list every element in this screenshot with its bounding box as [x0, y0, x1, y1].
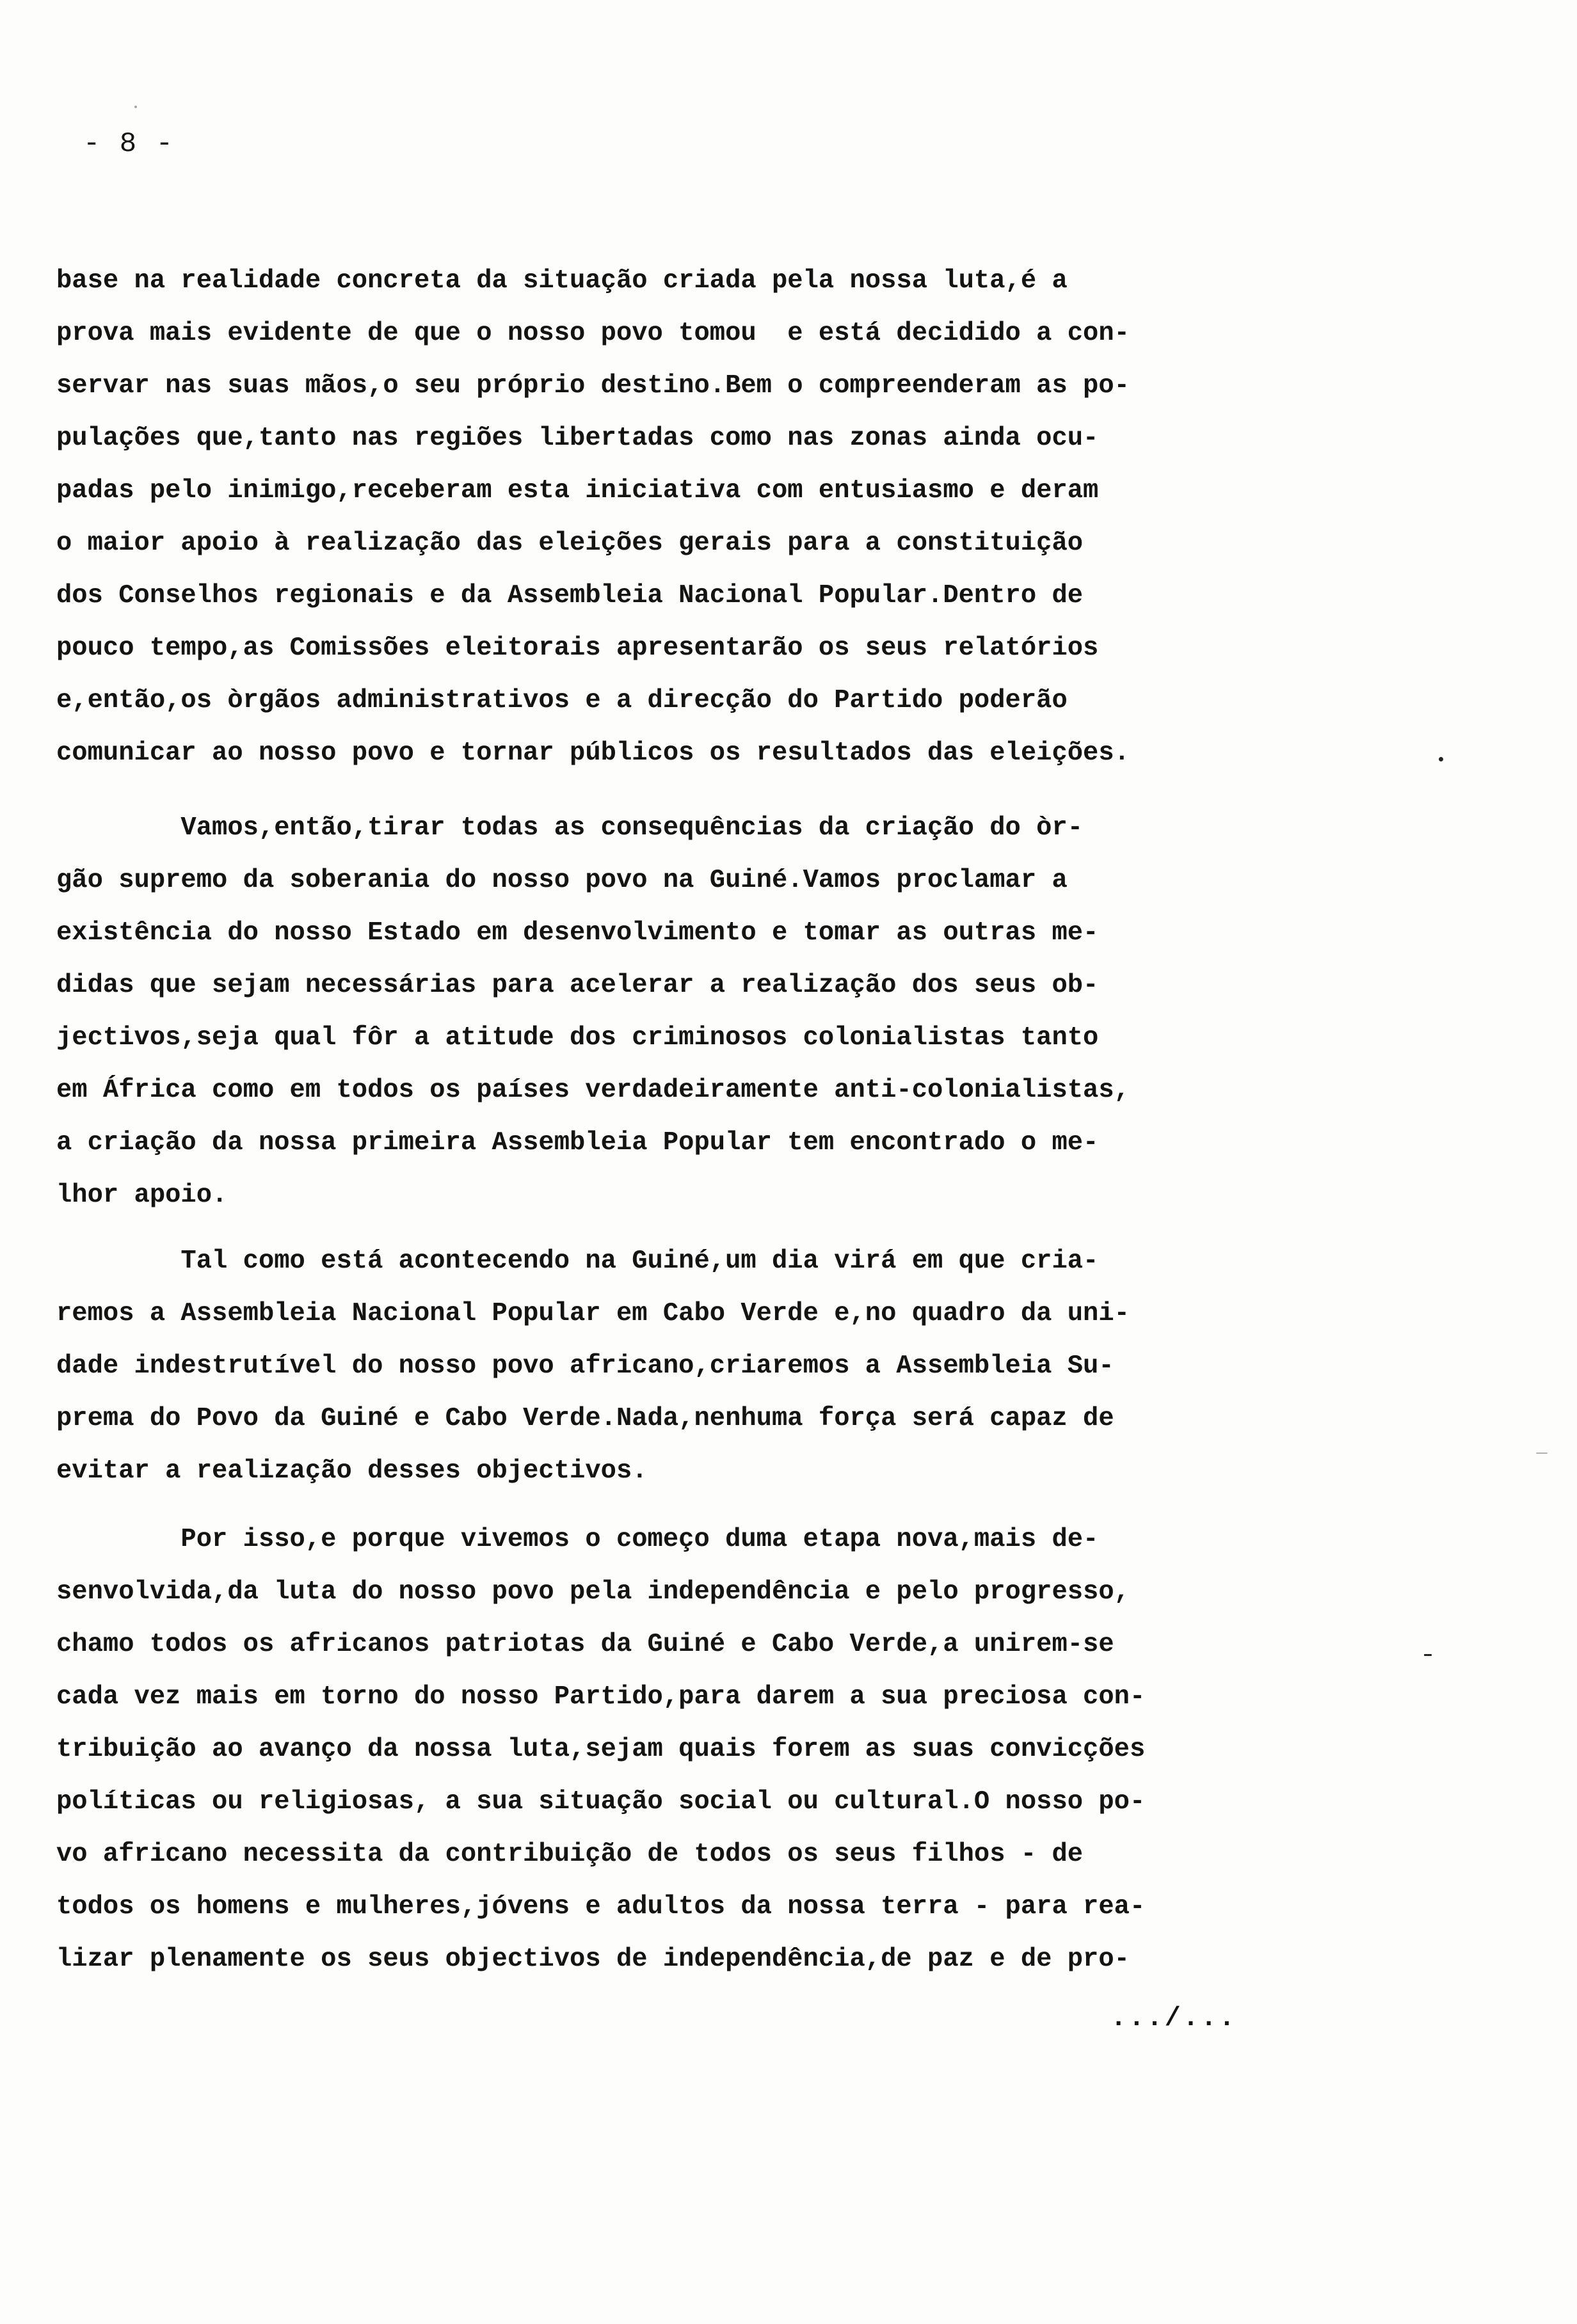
text-line: prema do Povo da Guiné e Cabo Verde.Nada,nenhuma força será capaz de [56, 1404, 1114, 1433]
text-line: padas pelo inimigo,receberam esta iniciativa com entusiasmo e deram [56, 476, 1099, 505]
paragraph-2 [56, 802, 1439, 1222]
text-line: a criação da nossa primeira Assembleia Popular tem encontrado o me- [56, 1128, 1099, 1158]
text-line: comunicar ao nosso povo e tornar públicos os resultados das eleições. [56, 738, 1130, 768]
paragraph-3 [56, 1235, 1439, 1497]
scan-speck [1439, 757, 1443, 761]
text-line: jectivos,seja qual fôr a atitude dos criminosos colonialistas tanto [56, 1023, 1099, 1053]
text-line: gão supremo da soberania do nosso povo na Guiné.Vamos proclamar a [56, 866, 1068, 895]
text-line: Por isso,e porque vivemos o começo duma etapa nova,mais de- [56, 1525, 1099, 1554]
text-line: pouco tempo,as Comissões eleitorais apresentarão os seus relatórios [56, 633, 1099, 663]
text-line: base na realidade concreta da situação criada pela nossa luta,é a [56, 266, 1068, 296]
text-line: dade indestrutível do nosso povo africano,criaremos a Assembleia Su- [56, 1351, 1114, 1381]
text-line: existência do nosso Estado em desenvolvimento e tomar as outras me- [56, 918, 1099, 948]
text-line: lizar plenamente os seus objectivos de independência,de paz e de pro- [56, 1945, 1130, 1974]
page-number: - 8 - [83, 128, 175, 160]
text-line: prova mais evidente de que o nosso povo tomou e está decidido a con- [56, 319, 1130, 348]
text-line: lhor apoio. [56, 1181, 228, 1210]
text-line: o maior apoio à realização das eleições gerais para a constituição [56, 529, 1084, 558]
text-line: tribuição ao avanço da nossa luta,sejam quais forem as suas convicções [56, 1735, 1146, 1764]
scan-speck [1536, 1452, 1548, 1454]
text-line: didas que sejam necessárias para acelerar a realização dos seus ob- [56, 971, 1099, 1000]
continuation-mark: .../... [1110, 2003, 1237, 2034]
text-line: remos a Assembleia Nacional Popular em Cabo Verde e,no quadro da uni- [56, 1299, 1130, 1328]
text-line: Tal como está acontecendo na Guiné,um dia virá em que cria- [56, 1246, 1099, 1276]
paragraph-1 [56, 255, 1439, 779]
paragraph-4 [56, 1513, 1439, 1986]
text-line: pulações que,tanto nas regiões libertadas como nas zonas ainda ocu- [56, 424, 1099, 453]
text-line: vo africano necessita da contribuição de todos os seus filhos - de [56, 1840, 1084, 1869]
text-line: servar nas suas mãos,o seu próprio destino.Bem o compreenderam as po- [56, 371, 1130, 401]
scan-speck [134, 106, 137, 108]
scan-speck [1424, 1654, 1432, 1656]
text-line: e,então,os òrgãos administrativos e a direcção do Partido poderão [56, 686, 1068, 715]
text-line: senvolvida,da luta do nosso povo pela independência e pelo progresso, [56, 1577, 1130, 1607]
text-line: evitar a realização desses objectivos. [56, 1456, 648, 1486]
text-line: dos Conselhos regionais e da Assembleia Nacional Popular.Dentro de [56, 581, 1084, 610]
text-line: Vamos,então,tirar todas as consequências da criação do òr- [56, 813, 1084, 843]
text-line: chamo todos os africanos patriotas da Guiné e Cabo Verde,a unirem-se [56, 1630, 1114, 1659]
text-line: políticas ou religiosas, a sua situação social ou cultural.O nosso po- [56, 1787, 1146, 1817]
text-line: cada vez mais em torno do nosso Partido,para darem a sua preciosa con- [56, 1682, 1146, 1712]
text-line: em África como em todos os países verdadeiramente anti-colonialistas, [56, 1076, 1130, 1105]
text-line: todos os homens e mulheres,jóvens e adultos da nossa terra - para rea- [56, 1892, 1146, 1922]
